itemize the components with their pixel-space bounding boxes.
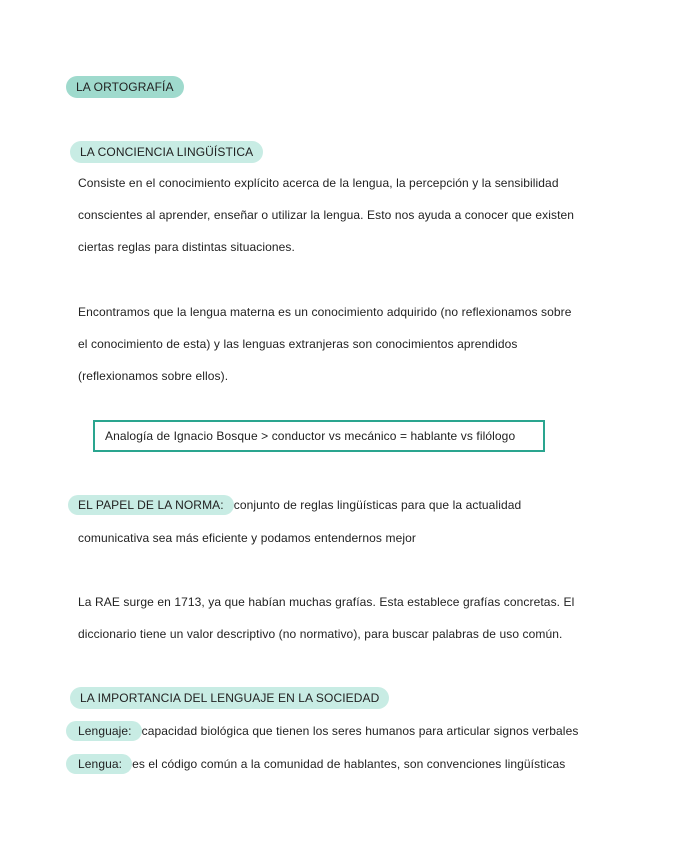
norma-line-1 <box>68 495 521 515</box>
definition-lengua <box>66 754 565 774</box>
norma-definition-text: conjunto de reglas lingüísticas para que la actualidad <box>233 498 522 512</box>
paragraph-line: conscientes al aprender, enseñar o utilizar la lengua. Esto nos ayuda a conocer que existen <box>78 208 575 222</box>
term-lengua: Lengua: <box>66 754 132 774</box>
page-title-label: LA ORTOGRAFÍA <box>66 76 184 98</box>
paragraph-line: Encontramos que la lengua materna es un conocimiento adquirido (no reflexionamos sobre <box>78 305 572 319</box>
paragraph-line: La RAE surge en 1713, ya que habían muchas grafías. Esta establece grafías concretas. El <box>78 595 575 609</box>
callout-text: Analogía de Ignacio Bosque > conductor vs mecánico = hablante vs filólogo <box>105 429 516 443</box>
callout-box <box>93 420 545 452</box>
section-heading-label: LA IMPORTANCIA DEL LENGUAJE EN LA SOCIEDAD <box>70 687 389 709</box>
section-heading-label: LA CONCIENCIA LINGÜÍSTICA <box>70 141 263 163</box>
section-heading-importancia <box>70 687 389 709</box>
paragraph-line: diccionario tiene un valor descriptivo (no normativo), para buscar palabras de uso común. <box>78 627 563 641</box>
term-lenguaje: Lenguaje: <box>66 721 142 741</box>
section-heading-conciencia <box>70 141 263 163</box>
page-title <box>66 76 184 98</box>
paragraph-line: comunicativa sea más eficiente y podamos entendernos mejor <box>78 531 416 545</box>
definition-lenguaje <box>66 721 578 741</box>
paragraph-line: (reflexionamos sobre ellos). <box>78 369 229 383</box>
definition-text: capacidad biológica que tienen los seres humanos para articular signos verbales <box>141 724 579 738</box>
definition-text: es el código común a la comunidad de hablantes, son convenciones lingüísticas <box>132 757 566 771</box>
paragraph-line: Consiste en el conocimiento explícito acerca de la lengua, la percepción y la sensibilidad <box>78 176 559 190</box>
section-heading-norma: EL PAPEL DE LA NORMA: <box>68 495 234 515</box>
paragraph-line: el conocimiento de esta) y las lenguas extranjeras son conocimientos aprendidos <box>78 337 518 351</box>
paragraph-line: ciertas reglas para distintas situaciones. <box>78 240 295 254</box>
